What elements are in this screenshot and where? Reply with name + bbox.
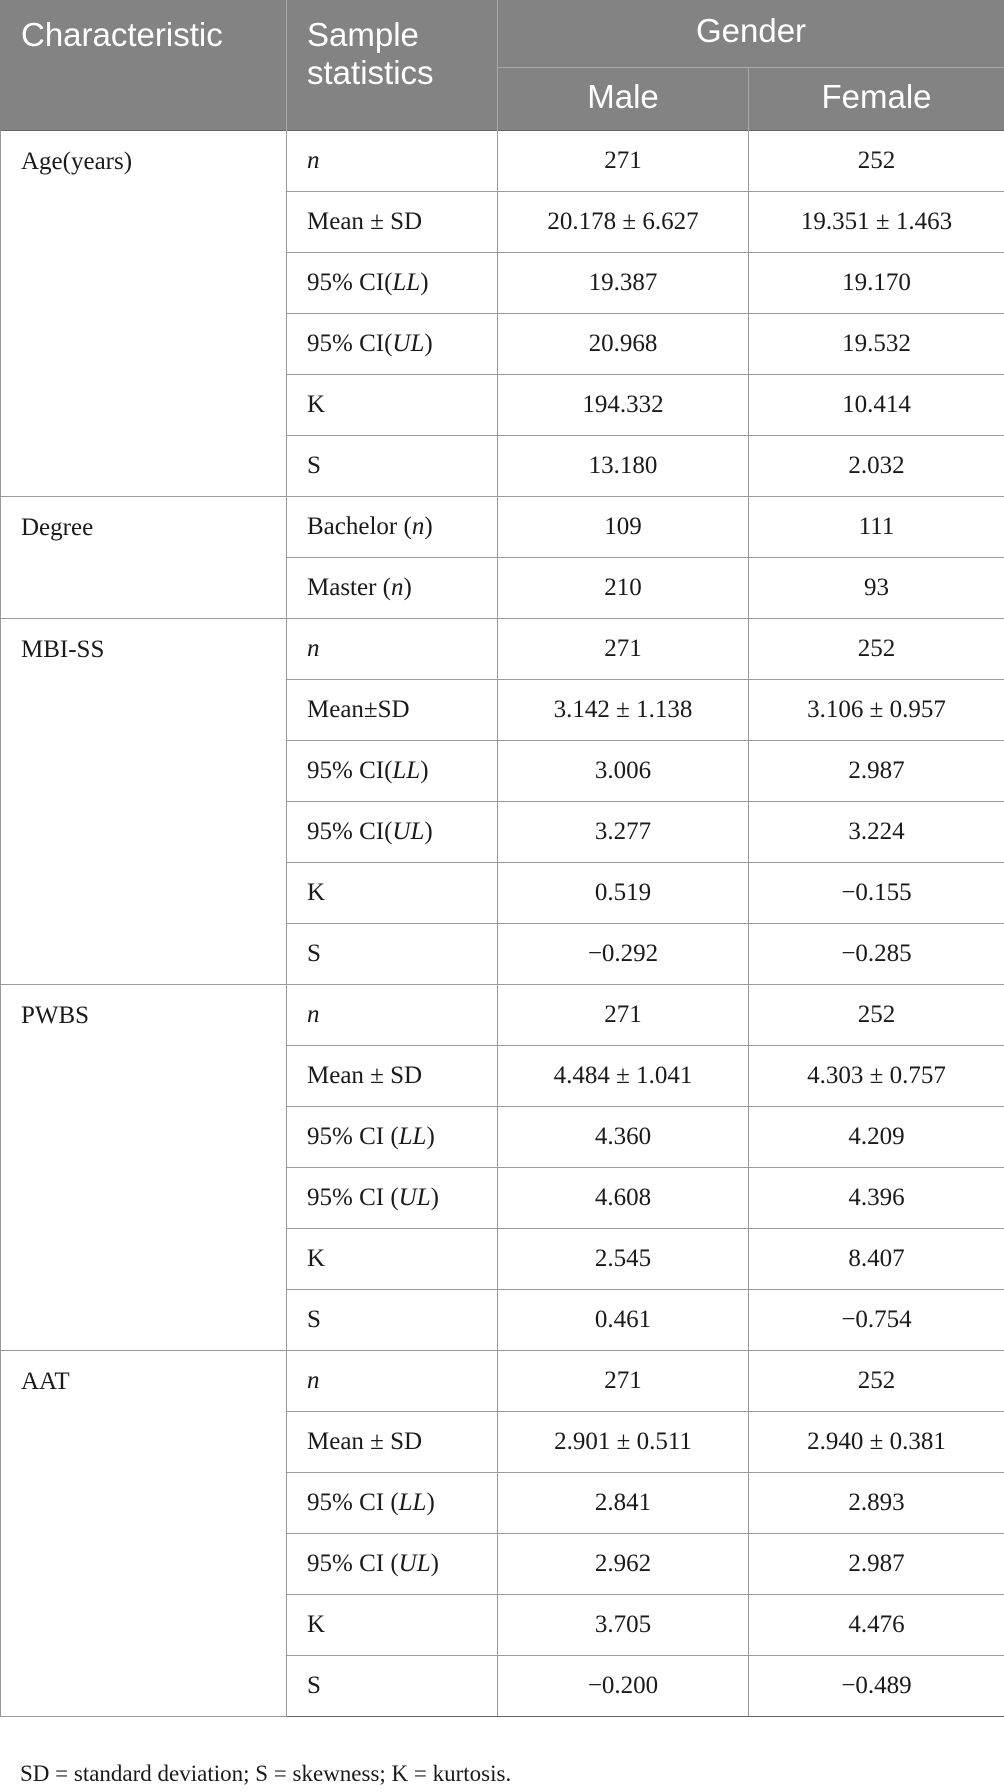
row-sample-statistic [287,1229,498,1290]
cell-female: 19.351 ± 1.463 [749,192,1004,253]
statistic-label: 95% CI ( [307,1123,399,1150]
statistic-suffix: ) [430,1550,439,1577]
header-male: Male [498,68,749,131]
table-row [1,619,1004,680]
row-sample-statistic [287,1595,498,1656]
statistic-label: Mean ± SD [307,1062,423,1089]
statistic-label: 95% CI ( [307,1184,399,1211]
cell-male: 2.545 [498,1229,749,1290]
cell-male: 2.841 [498,1473,749,1534]
statistic-label: K [307,1611,326,1638]
statistic-suffix: ) [424,330,433,357]
cell-male: 210 [498,558,749,619]
cell-male: 4.360 [498,1107,749,1168]
cell-female: 252 [749,1351,1004,1412]
statistic-suffix: ) [424,513,433,540]
statistic-label: 95% CI( [307,818,393,845]
cell-male: 4.484 ± 1.041 [498,1046,749,1107]
row-characteristic: Degree [1,497,287,619]
cell-female: −0.285 [749,924,1004,985]
statistic-label: Mean ± SD [307,208,423,235]
statistic-label: Master ( [307,574,391,601]
row-sample-statistic [287,619,498,680]
statistic-label: Bachelor ( [307,513,412,540]
statistic-italic: n [307,1001,320,1028]
statistic-italic: n [411,513,425,540]
statistic-italic: LL [392,757,421,784]
cell-female: 2.987 [749,1534,1004,1595]
cell-male: 194.332 [498,375,749,436]
header-female: Female [749,68,1004,131]
cell-male: 3.277 [498,802,749,863]
table-header [1,0,1004,131]
row-characteristic: AAT [1,1351,287,1717]
header-sample-statistics-line1: Sample [307,16,419,53]
statistic-label: 95% CI( [307,757,393,784]
row-sample-statistic [287,314,498,375]
cell-male: 3.142 ± 1.138 [498,680,749,741]
cell-female: −0.754 [749,1290,1004,1351]
header-sample-statistics-line2: statistics [307,54,434,91]
cell-female: −0.489 [749,1656,1004,1717]
cell-female: 4.476 [749,1595,1004,1656]
row-characteristic: Age(years) [1,131,287,497]
statistic-label: K [307,1245,326,1272]
cell-male: 3.006 [498,741,749,802]
cell-female: 2.032 [749,436,1004,497]
row-sample-statistic [287,802,498,863]
statistic-italic: LL [398,1123,427,1150]
row-sample-statistic [287,924,498,985]
cell-male: 4.608 [498,1168,749,1229]
cell-male: 2.901 ± 0.511 [498,1412,749,1473]
table-body [1,131,1004,1717]
statistic-label: S [307,452,321,479]
cell-male: 271 [498,1351,749,1412]
cell-female: 19.532 [749,314,1004,375]
header-characteristic: Characteristic [1,0,287,131]
cell-female: 2.893 [749,1473,1004,1534]
row-sample-statistic [287,375,498,436]
table-footnote: SD = standard deviation; S = skewness; K = kurtosis. [20,1761,512,1786]
statistic-label: 95% CI( [307,330,393,357]
cell-female: 252 [749,619,1004,680]
statistic-suffix: ) [426,1123,435,1150]
cell-male: 271 [498,619,749,680]
row-sample-statistic [287,680,498,741]
statistic-italic: n [307,147,320,174]
statistic-suffix: ) [426,1489,435,1516]
statistic-label: S [307,940,321,967]
cell-female: 10.414 [749,375,1004,436]
row-sample-statistic [287,741,498,802]
statistic-suffix: ) [430,1184,439,1211]
statistic-italic: n [307,635,320,662]
statistic-italic: LL [392,269,421,296]
cell-male: 2.962 [498,1534,749,1595]
cell-female: 19.170 [749,253,1004,314]
row-characteristic: MBI-SS [1,619,287,985]
cell-male: −0.292 [498,924,749,985]
cell-male: 20.178 ± 6.627 [498,192,749,253]
row-sample-statistic [287,1107,498,1168]
row-sample-statistic [287,1534,498,1595]
row-characteristic: PWBS [1,985,287,1351]
statistic-label: 95% CI ( [307,1489,399,1516]
cell-female: 2.987 [749,741,1004,802]
cell-female: 3.106 ± 0.957 [749,680,1004,741]
cell-female: 2.940 ± 0.381 [749,1412,1004,1473]
row-sample-statistic [287,497,498,558]
statistic-italic: UL [398,1550,431,1577]
cell-female: 3.224 [749,802,1004,863]
cell-male: 3.705 [498,1595,749,1656]
statistic-label: Mean ± SD [307,1428,423,1455]
row-sample-statistic [287,253,498,314]
row-sample-statistic [287,436,498,497]
statistic-italic: UL [398,1184,431,1211]
cell-female: 4.303 ± 0.757 [749,1046,1004,1107]
statistic-label: S [307,1306,321,1333]
row-sample-statistic [287,1046,498,1107]
cell-female: 8.407 [749,1229,1004,1290]
row-sample-statistic [287,558,498,619]
statistic-label: 95% CI ( [307,1550,399,1577]
header-sample-statistics [287,0,498,131]
statistic-suffix: ) [420,757,429,784]
row-sample-statistic [287,1656,498,1717]
statistic-italic: n [307,1367,320,1394]
table-row [1,1351,1004,1412]
row-sample-statistic [287,131,498,192]
statistic-suffix: ) [420,269,429,296]
cell-female: 252 [749,131,1004,192]
statistic-italic: n [391,574,404,601]
statistic-italic: LL [398,1489,427,1516]
statistic-suffix: ) [424,818,433,845]
row-sample-statistic [287,1351,498,1412]
table-row [1,131,1004,192]
row-sample-statistic [287,1168,498,1229]
cell-male: 271 [498,985,749,1046]
statistic-italic: UL [392,330,425,357]
row-sample-statistic [287,192,498,253]
cell-female: 4.209 [749,1107,1004,1168]
table-row [1,985,1004,1046]
cell-female: 93 [749,558,1004,619]
cell-male: 0.519 [498,863,749,924]
statistic-label: S [307,1672,321,1699]
cell-female: 252 [749,985,1004,1046]
row-sample-statistic [287,1412,498,1473]
cell-male: 13.180 [498,436,749,497]
row-sample-statistic [287,985,498,1046]
statistic-suffix: ) [403,574,412,601]
table-row [1,497,1004,558]
row-sample-statistic [287,863,498,924]
cell-female: 111 [749,497,1004,558]
statistic-label: 95% CI( [307,269,393,296]
cell-female: 4.396 [749,1168,1004,1229]
cell-male: 20.968 [498,314,749,375]
cell-male: −0.200 [498,1656,749,1717]
statistic-label: K [307,879,326,906]
cell-male: 109 [498,497,749,558]
row-sample-statistic [287,1290,498,1351]
header-gender: Gender [498,0,1004,68]
statistic-italic: UL [392,818,425,845]
statistic-label: Mean±SD [307,696,410,723]
statistic-label: K [307,391,326,418]
cell-male: 19.387 [498,253,749,314]
cell-male: 0.461 [498,1290,749,1351]
cell-female: −0.155 [749,863,1004,924]
cell-male: 271 [498,131,749,192]
row-sample-statistic [287,1473,498,1534]
